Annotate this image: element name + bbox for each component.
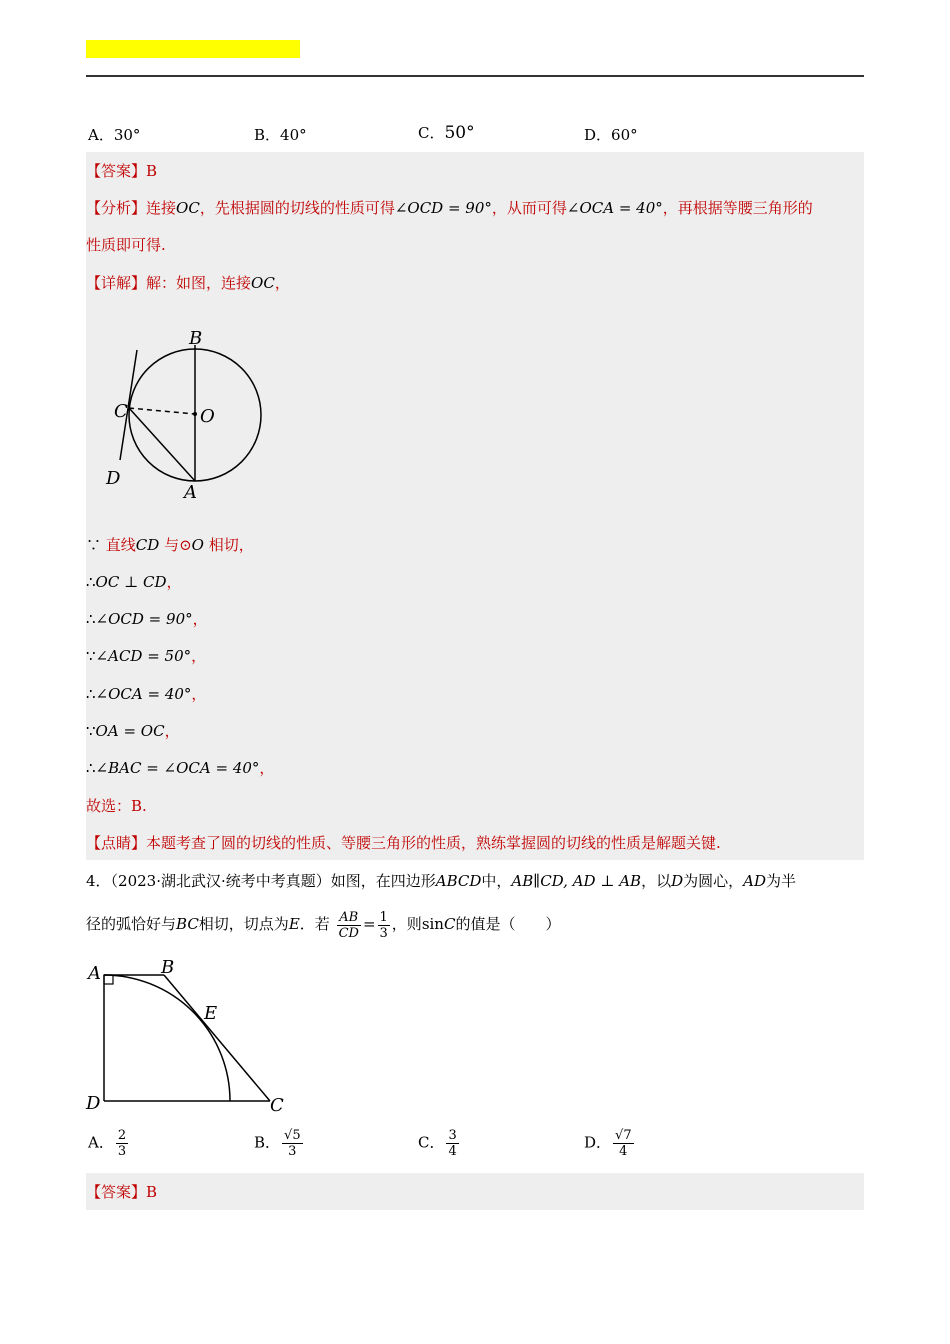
arc-ae [104, 975, 230, 1101]
q3-step-6: ∵OA = OC， [86, 722, 180, 740]
chord-ca [129, 408, 195, 481]
label-c: C [114, 401, 128, 422]
q3-answer: 【答案】B [86, 162, 158, 180]
highlight-bar [86, 40, 300, 58]
q3-detail-line: 【详解】解：如图，连接OC， [86, 274, 290, 292]
radius-oc [129, 408, 195, 414]
q4-answer-panel [86, 1173, 864, 1210]
q4-fraction-one-third: $\frac{1}{3}$ [379, 909, 388, 941]
q3-option-b: B．40° [254, 126, 307, 144]
q3-circle-figure [100, 322, 270, 502]
q3-step-1: ∵ 直线CD 与⊙O 相切， [86, 536, 254, 554]
q3-step-4: ∵∠ACD = 50°， [86, 647, 207, 665]
q3-analysis-line2: 性质即可得. [86, 236, 166, 254]
q3-step-7: ∴∠BAC = ∠OCA = 40°， [86, 759, 275, 777]
label-c: C [270, 1095, 284, 1115]
q4-option-c: C． $\frac{3}{4}$ [418, 1128, 457, 1159]
center-dot [193, 412, 197, 416]
label-b: B [161, 957, 175, 978]
q3-solution-panel [86, 152, 864, 860]
q4-option-a: A． $\frac{2}{3}$ [88, 1128, 127, 1159]
q4-stem-line2: 径的弧恰好与BC相切，切点为E．若 $\frac{AB}{CD}$ = $\frac{1}{3}$ ，则sinC的值是（ ） [86, 909, 561, 941]
q3-step-2: ∴OC ⊥ CD， [86, 573, 182, 591]
label-d: D [106, 468, 121, 489]
q3-option-c: C．50° [418, 123, 475, 143]
label-e: E [204, 1003, 218, 1024]
q3-comment: 【点睛】本题考查了圆的切线的性质、等腰三角形的性质，熟练掌握圆的切线的性质是解题关键. [86, 834, 721, 852]
q4-quad-figure [84, 955, 294, 1115]
label-a: A [88, 963, 101, 984]
q3-option-a: A．30° [88, 126, 141, 144]
header-rule [86, 75, 864, 77]
side-bc [164, 975, 270, 1101]
q3-choose: 故选：B. [86, 797, 147, 815]
q4-option-b: B． $\frac{√5}{3}$ [254, 1128, 301, 1159]
q3-step-3: ∴∠OCD = 90°， [86, 610, 208, 628]
right-angle-mark [104, 975, 113, 984]
q4-answer: 【答案】B [86, 1183, 158, 1201]
label-b: B [189, 328, 203, 349]
q3-analysis-line1: 【分析】连接OC，先根据圆的切线的性质可得∠OCD = 90°，从而可得∠OCA = 40°，再根据等腰三角形的 [86, 199, 813, 217]
label-a: A [184, 482, 197, 502]
q4-option-d: D． $\frac{√7}{4}$ [584, 1128, 632, 1159]
q4-stem-line1: 4．（2023·湖北武汉·统考中考真题）如图，在四边形ABCD中，AB∥CD, AD ⊥ AB，以D为圆心，AD为半 [86, 872, 797, 890]
label-d: D [86, 1093, 101, 1114]
label-o: O [200, 406, 215, 427]
q3-step-5: ∴∠OCA = 40°， [86, 685, 207, 703]
q3-option-d: D．60° [584, 126, 638, 144]
q4-fraction-ab-cd: $\frac{AB}{CD}$ [338, 909, 359, 941]
